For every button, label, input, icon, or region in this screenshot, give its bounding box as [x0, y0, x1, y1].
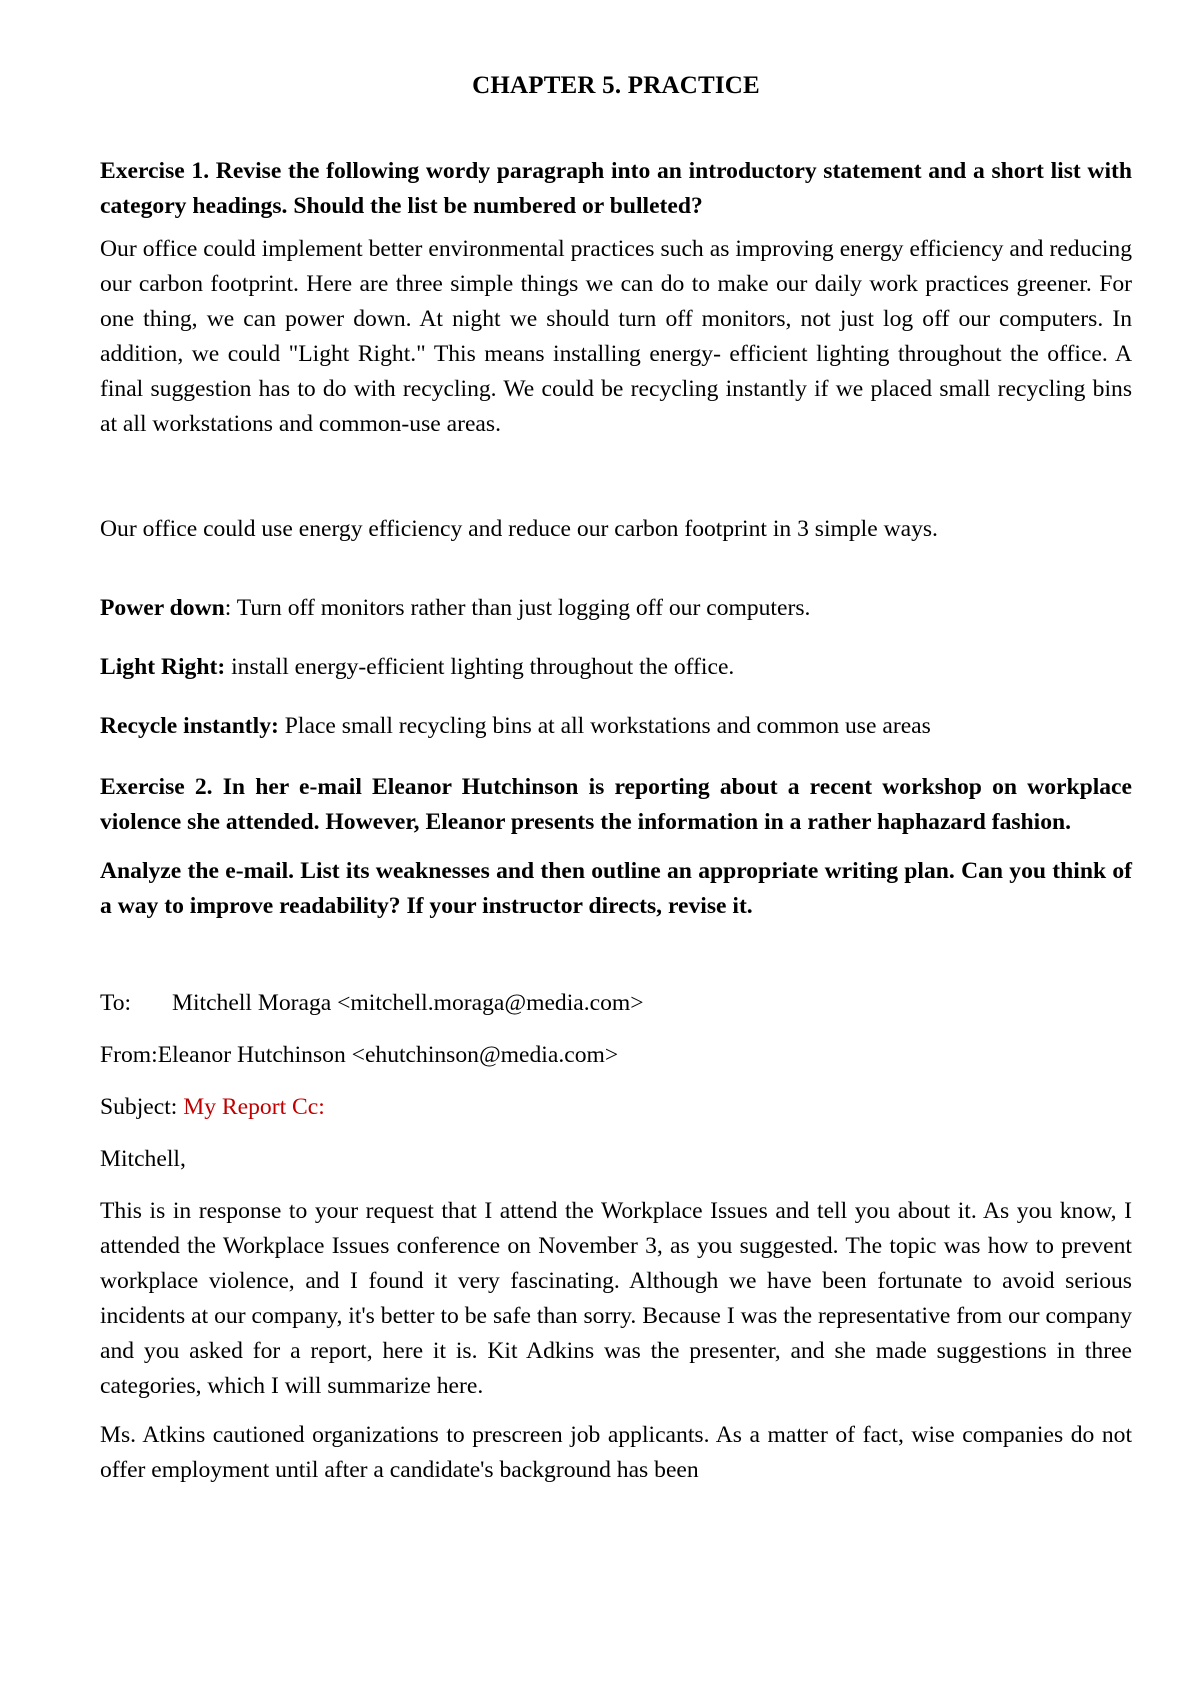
revised-intro: Our office could use energy efficiency and reduce our carbon footprint in 3 simple ways. [100, 516, 938, 542]
list-item-power-down [100, 591, 1132, 626]
email-from-label: From: [100, 1042, 158, 1068]
email-body-paragraph-1: This is in response to your request that I attend the Workplace Issues and tell you about it. As you know, I attended the Workplace Issues conference on November 3, as you suggested. The topic was how to prevent workplace violence, and I found it very fascinating. Although we have been fortunate to avoid serious incidents at our company, it's better to be safe than sorry. Because I was the representative from our company and you asked for a report, here it is. Kit Adkins was the presenter, and she made suggestions in three categories, which I will summarize here. [100, 1198, 1132, 1399]
exercise-1-prompt: Exercise 1. Revise the following wordy paragraph into an introductory statement and a short list with category headings. Should the list be numbered or bulleted? [100, 158, 1132, 219]
list-item-light-right [100, 650, 1132, 685]
email-to-label: To: [100, 990, 132, 1016]
list-heading: Power down [100, 595, 225, 621]
email-from-value: Eleanor Hutchinson <ehutchinson@media.com> [157, 1042, 619, 1068]
email-subject-line [100, 1090, 1132, 1125]
exercise-1-paragraph: Our office could implement better environmental practices such as improving energy efficiency and reducing our carbon footprint. Here are three simple things we can do to make our daily work practices greener. For one thing, we can power down. At night we should turn off monitors, not just log off our computers. In addition, we could "Light Right." This means installing energy- efficient lighting throughout the office. A final suggestion has to do with recycling. We could be recycling instantly if we placed small recycling bins at all workstations and common-use areas. [100, 236, 1132, 437]
list-item-recycle [100, 709, 1132, 744]
exercise-2-instruction: Analyze the e-mail. List its weaknesses and then outline an appropriate writing plan. Can you think of a way to improve readability? If your instructor directs, revise it. [100, 858, 1132, 919]
email-greeting: Mitchell, [100, 1146, 186, 1172]
list-heading: Recycle instantly: [100, 713, 279, 739]
list-text: install energy-efficient lighting throughout the office. [225, 654, 735, 680]
email-to-value: Mitchell Moraga <mitchell.moraga@media.com> [172, 990, 644, 1016]
email-from-line [100, 1038, 1132, 1073]
exercise-2-prompt: Exercise 2. In her e-mail Eleanor Hutchinson is reporting about a recent workshop on workplace violence she attended. However, Eleanor presents the information in a rather haphazard fashion. [100, 774, 1132, 835]
list-heading: Light Right: [100, 654, 226, 680]
email-subject-value: My Report Cc: [183, 1094, 325, 1120]
document-page [100, 72, 1132, 1488]
list-text: Place small recycling bins at all workstations and common use areas [278, 713, 931, 739]
email-body-paragraph-2: Ms. Atkins cautioned organizations to prescreen job applicants. As a matter of fact, wise companies do not offer employment until after a candidate's background has been [100, 1422, 1132, 1483]
list-text: : Turn off monitors rather than just logging off our computers. [224, 595, 811, 621]
page-title: CHAPTER 5. PRACTICE [472, 72, 760, 99]
email-to-line [100, 986, 1132, 1021]
email-subject-label: Subject: [100, 1094, 178, 1120]
